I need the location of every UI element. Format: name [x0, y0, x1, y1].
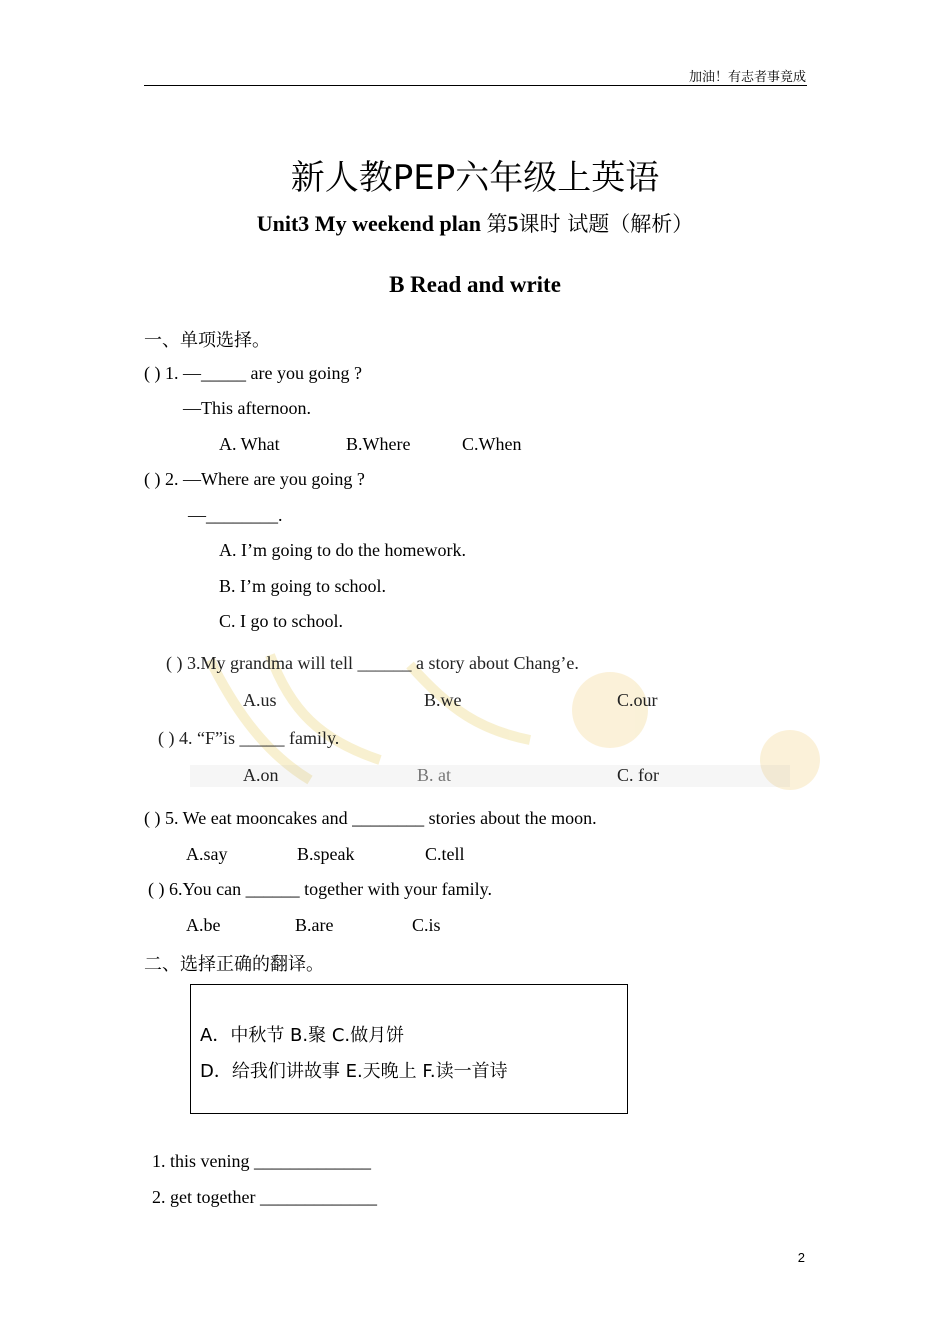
q5-stem: ( ) 5. We eat mooncakes and ________ stories about the moon. [144, 808, 597, 828]
q6-option-b: B.are [295, 915, 334, 935]
q2-option-a: A. I’m going to do the homework. [219, 540, 466, 560]
header-divider [144, 85, 807, 86]
page-title: 新人教PEP六年级上英语 [290, 158, 660, 198]
q3-option-a: A.us [243, 690, 277, 710]
q2-stem: ( ) 2. —Where are you going ? [144, 469, 365, 489]
q1-stem: ( ) 1. —_____ are you going ? [144, 363, 362, 383]
q4-stem: ( ) 4. “F”is _____ family. [158, 728, 340, 748]
box-line-1: A．中秋节 B.聚 C.做月饼 [200, 1025, 405, 1046]
header-slogan: 加油！有志者事竟成 [688, 70, 806, 85]
lesson-prefix: 第 [486, 212, 508, 236]
q3-option-b: B.we [424, 690, 462, 710]
q3-option-c: C.our [617, 690, 658, 710]
translation-item-1: 1. this vening _____________ [152, 1151, 371, 1171]
q3-stem: ( ) 3.My grandma will tell ______ a story about Chang’e. [166, 653, 579, 673]
q4-option-a: A.on [243, 765, 279, 785]
q1-option-c: C.When [462, 434, 522, 454]
q5-option-c: C.tell [425, 844, 465, 864]
part1-heading: 一、单项选择。 [144, 330, 270, 351]
q4-option-c: C. for [617, 765, 659, 785]
q1-option-a: A. What [219, 434, 280, 454]
q5-option-b: B.speak [297, 844, 355, 864]
q2-option-b: B. I’m going to school. [219, 576, 386, 596]
translation-box [190, 984, 628, 1114]
page-number: 2 [797, 1250, 805, 1265]
q4-option-b: B. at [417, 765, 451, 785]
part2-heading: 二、选择正确的翻译。 [144, 954, 324, 975]
q1-option-b: B.Where [346, 434, 411, 454]
q1-reply: —This afternoon. [183, 398, 311, 418]
translation-item-2: 2. get together _____________ [152, 1187, 377, 1207]
q6-stem: ( ) 6.You can ______ together with your family. [148, 879, 492, 899]
section-title: B Read and write [389, 272, 561, 297]
lesson-suffix: 课时 试题（解析） [518, 212, 694, 236]
q5-option-a: A.say [186, 844, 228, 864]
box-line-2: D．给我们讲故事 E.天晚上 F.读一首诗 [200, 1061, 508, 1082]
q2-option-c: C. I go to school. [219, 611, 343, 631]
lesson-number: 5 [507, 211, 519, 236]
unit-label: Unit3 My weekend plan [256, 211, 482, 236]
q6-option-a: A.be [186, 915, 221, 935]
q2-reply: —________. [188, 505, 283, 525]
q6-option-c: C.is [412, 915, 441, 935]
page-subtitle [0, 208, 950, 238]
